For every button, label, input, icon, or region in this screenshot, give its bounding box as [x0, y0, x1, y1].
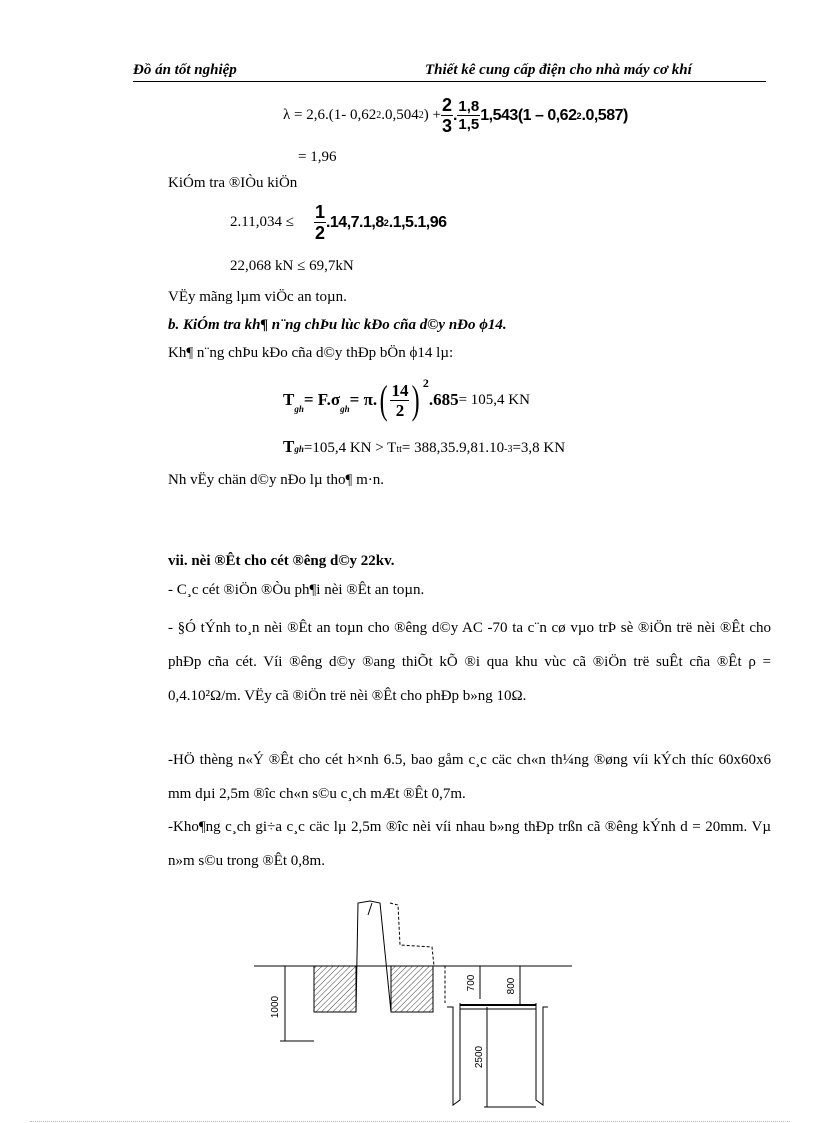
eq1-sup1: 2 — [376, 110, 382, 121]
eq2-pi: = π. — [349, 390, 378, 409]
ineq1-rhs: .14,7.1,8 — [325, 213, 384, 231]
rod-right — [536, 1003, 548, 1105]
ineq1-frac-num: 1 — [314, 202, 325, 222]
eq1-frac2-den: 1,5 — [458, 116, 480, 133]
ineq1-rhs-sup: 2 — [383, 217, 389, 228]
eq2-T-sub: gh — [294, 404, 304, 414]
eq2-frac — [390, 382, 409, 419]
conclusion-foundation: VËy mãng lµm viÖc an toµn. — [168, 289, 347, 305]
eq2-T: T — [283, 390, 295, 409]
page-footer-rule — [30, 1121, 790, 1122]
eq2-sigma-sub: gh — [340, 404, 350, 414]
lambda-equation — [283, 96, 628, 135]
section-b-heading: b. KiÓm tra kh¶ n¨ng chÞu lùc kÐo cña d©y nÐo ϕ14. — [168, 317, 507, 333]
eq1-frac2-num: 1,8 — [458, 98, 480, 115]
dim-700-label: 700 — [466, 974, 477, 992]
ineq1-frac — [314, 203, 326, 242]
eq2-eq: = F.σ — [303, 390, 341, 409]
dim-1000-label: 1000 — [270, 995, 281, 1019]
eq1-dot: . — [452, 106, 458, 124]
eq2-frac-num: 14 — [391, 380, 409, 400]
check-label: KiÓm tra ®IÒu kiÖn — [168, 175, 298, 191]
tension-compare — [283, 437, 565, 457]
eq1-rest: 1,543(1 – 0,62 — [480, 106, 577, 124]
paragraph-4: -Kho¶ng c¸ch gi÷a c¸c cäc lµ 2,5m ®îc nèi víi nhau b»ng thÐp trßn cã ®êng kÝnh d = 20mm. Vµ n»m s©u trong ®Êt 0,8m. — [168, 819, 771, 869]
paragraph-3: -HÖ thèng n«Ý ®Êt cho cét h×nh 6.5, bao gåm c¸c cäc ch«n th¼ng ®øng víi kÝch thíc 60x60x6 mm dµi 2,5m ®îc ch«n s©u c¸ch mÆt ®Êt 0,7m. — [168, 752, 771, 802]
paragraph-1: - C¸c cét ®iÖn ®Òu ph¶i nèi ®Êt an toµn. — [168, 582, 425, 598]
inequality-2: 22,068 kN ≤ 69,7kN — [230, 258, 354, 274]
eq3-text2: = 388,35.9,81.10 — [401, 440, 505, 456]
section-b-line1: Kh¶ n¨ng chÞu kÐo cña d©y thÐp bÖn ϕ14 lµ: — [168, 345, 454, 361]
eq3-text: =105,4 KN > T — [303, 440, 397, 456]
eq2-tail: = 105,4 KN — [458, 391, 530, 408]
ineq1-frac-den: 2 — [314, 223, 325, 243]
conclusion-wire: Nh vËy chän d©y nÐo lµ tho¶ m·n. — [168, 472, 384, 488]
paragraph-2: - §Ó tÝnh to¸n nèi ®Êt an toµn cho ®êng d©y AC -70 ta c¨n cø vµo trÞ sè ®iÖn trë nèi ®Êt cho phÐp cña cét. Víi ®êng d©y ®ang thiÕt kÕ ®i qua khu vùc cã ®iÖn trë suÊt cña ®Êt ρ = 0,4.10²Ω/m. VËy cã ®iÖn trë nèi ®Êt cho phÐp b»ng 10Ω. — [168, 620, 771, 704]
eq2-rparen: ) — [412, 377, 421, 422]
foundation-right — [391, 966, 433, 1012]
inequality-1 — [230, 203, 447, 242]
eq1-result: = 1,96 — [298, 149, 337, 165]
foundation-left — [314, 966, 356, 1012]
eq1-tail: ) + — [423, 107, 441, 123]
eq3-text3: =3,8 KN — [512, 440, 566, 456]
eq1-mid: .0,504 — [381, 107, 419, 123]
eq1-frac1-den: 3 — [441, 116, 452, 136]
section-vii-heading: vii. nèi ®Êt cho cét ®êng d©y 22kv. — [168, 553, 395, 569]
eq1-sup3: 2 — [576, 110, 582, 121]
eq2-frac-den: 2 — [395, 400, 405, 420]
pole — [356, 901, 391, 1012]
eq3-T-sub: gh — [294, 444, 304, 454]
dim-2500-label: 2500 — [474, 1045, 485, 1069]
grounding-figure — [240, 895, 580, 1115]
eq1-frac2 — [457, 99, 480, 132]
eq1-frac1-num: 2 — [441, 95, 452, 115]
eq1-sup2: 2 — [418, 110, 424, 121]
eq2-exp: 2 — [422, 376, 429, 390]
header-left: Đồ án tốt nghiệp — [133, 62, 237, 78]
header-rule — [133, 81, 766, 82]
eq1-frac1 — [441, 96, 453, 135]
header-right: Thiết kê cung cấp điện cho nhà máy cơ khí — [425, 62, 692, 78]
pole-crack — [368, 903, 372, 915]
rod-left — [447, 1003, 460, 1105]
eq1-lead: λ = 2,6.(1- 0,62 — [283, 107, 377, 123]
dim-800-label: 800 — [506, 977, 517, 995]
eq2-lparen: ( — [379, 377, 388, 422]
ineq1-rhs-tail: .1,5.1,96 — [388, 213, 447, 231]
tension-equation — [283, 376, 530, 424]
eq3-tt-sub: tt — [396, 444, 402, 455]
eq3-exp: -3 — [504, 444, 513, 455]
eq3-T: T — [283, 437, 295, 456]
eq1-rest2: .0,587) — [581, 106, 628, 124]
eq2-tail-bold: .685 — [428, 390, 459, 409]
ineq1-lhs: 2.11,034 ≤ — [230, 214, 294, 230]
